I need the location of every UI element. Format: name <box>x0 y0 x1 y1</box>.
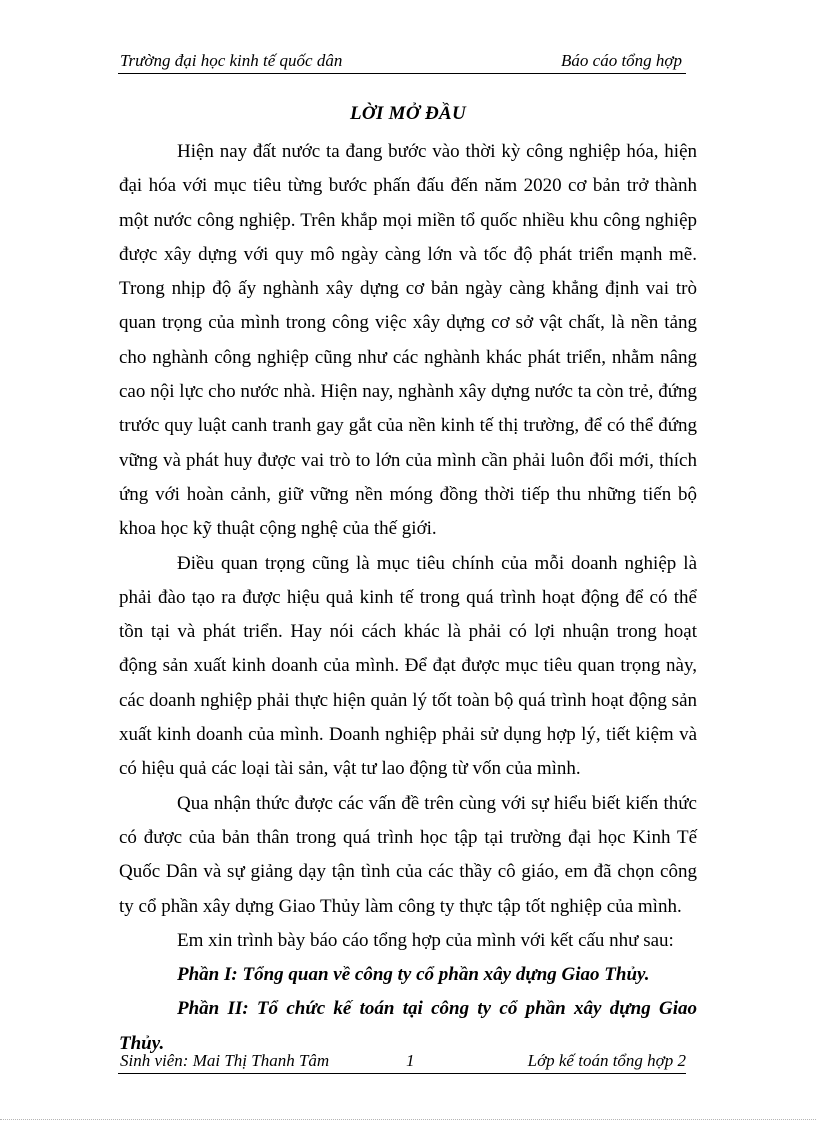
outline-part-1: Phần I: Tổng quan về công ty cổ phần xây dựng Giao Thủy. <box>177 964 650 986</box>
page-footer <box>118 1051 686 1074</box>
footer-class-name: Lớp kế toán tổng hợp 2 <box>527 1051 686 1070</box>
page-header <box>118 51 686 74</box>
paragraph-objective: Điều quan trọng cũng là mục tiêu chính của mỗi doanh nghiệp là phải đào tạo ra được hiệu quả kinh tế trong quá trình hoạt động để có thể tồn tại và phát triển. Hay nói cách khác là phải có lợi nhuận trong hoạt động sản xuất kinh doanh của mình. Để đạt được mục tiêu quan trọng này, các doanh nghiệp phải thực hiện quản lý tốt toàn bộ quá trình hoạt động sản xuất kinh doanh của mình. Doanh nghiệp phải sử dụng hợp lý, tiết kiệm và có hiệu quả các loại tài sản, vật tư lao động từ vốn của mình. <box>119 552 697 780</box>
footer-page-number: 1 <box>406 1051 415 1070</box>
header-report-type: Báo cáo tổng hợp <box>561 51 682 70</box>
header-university: Trường đại học kinh tế quốc dân <box>120 51 343 70</box>
footer-student-name: Sinh viên: Mai Thị Thanh Tâm <box>120 1051 330 1070</box>
page-title: LỜI MỞ ĐẦU <box>350 103 466 124</box>
document-body <box>119 135 697 1061</box>
paragraph-structure: Em xin trình bày báo cáo tổng hợp của mình với kết cấu như sau: <box>177 929 674 951</box>
page-break-divider <box>0 1119 816 1120</box>
outline-part-2: Phần II: Tổ chức kế toán tại công ty cổ phần xây dựng Giao Thủy. <box>119 998 697 1054</box>
paragraph-intro: Hiện nay đất nước ta đang bước vào thời kỳ công nghiệp hóa, hiện đại hóa với mục tiêu từng bước phấn đấu đến năm 2020 cơ bản trở thành một nước công nghiệp. Trên khắp mọi miền tổ quốc nhiều khu công nghiệp được xây dựng với quy mô ngày càng lớn và tốc độ phát triển mạnh mẽ. Trong nhịp độ ấy nghành xây dựng cơ bản ngày càng khẳng định vai trò quan trọng của mình trong công việc xây dựng cơ sở vật chất, là nền tảng cho nghành công nghiệp cũng như các nghành khác phát triển, nhằm nâng cao nội lực cho nước nhà. Hiện nay, nghành xây dựng nước ta còn trẻ, đứng trước quy luật canh tranh gay gắt của nền kinh tế thị trường, để có thể đứng vững và phát huy được vai trò to lớn của mình cần phải luôn đổi mới, thích ứng với hoàn cảnh, giữ vững nền móng đồng thời tiếp thu những tiến bộ khoa học kỹ thuật cộng nghệ của thế giới. <box>119 141 697 540</box>
paragraph-motivation: Qua nhận thức được các vấn đề trên cùng với sự hiểu biết kiến thức có được của bản thân trong quá trình học tập tại trường đại học Kinh Tế Quốc Dân và sự giảng dạy tận tình của các thầy cô giáo, em đã chọn công ty cổ phần xây dựng Giao Thủy làm công ty thực tập tốt nghiệp của mình. <box>119 792 697 917</box>
